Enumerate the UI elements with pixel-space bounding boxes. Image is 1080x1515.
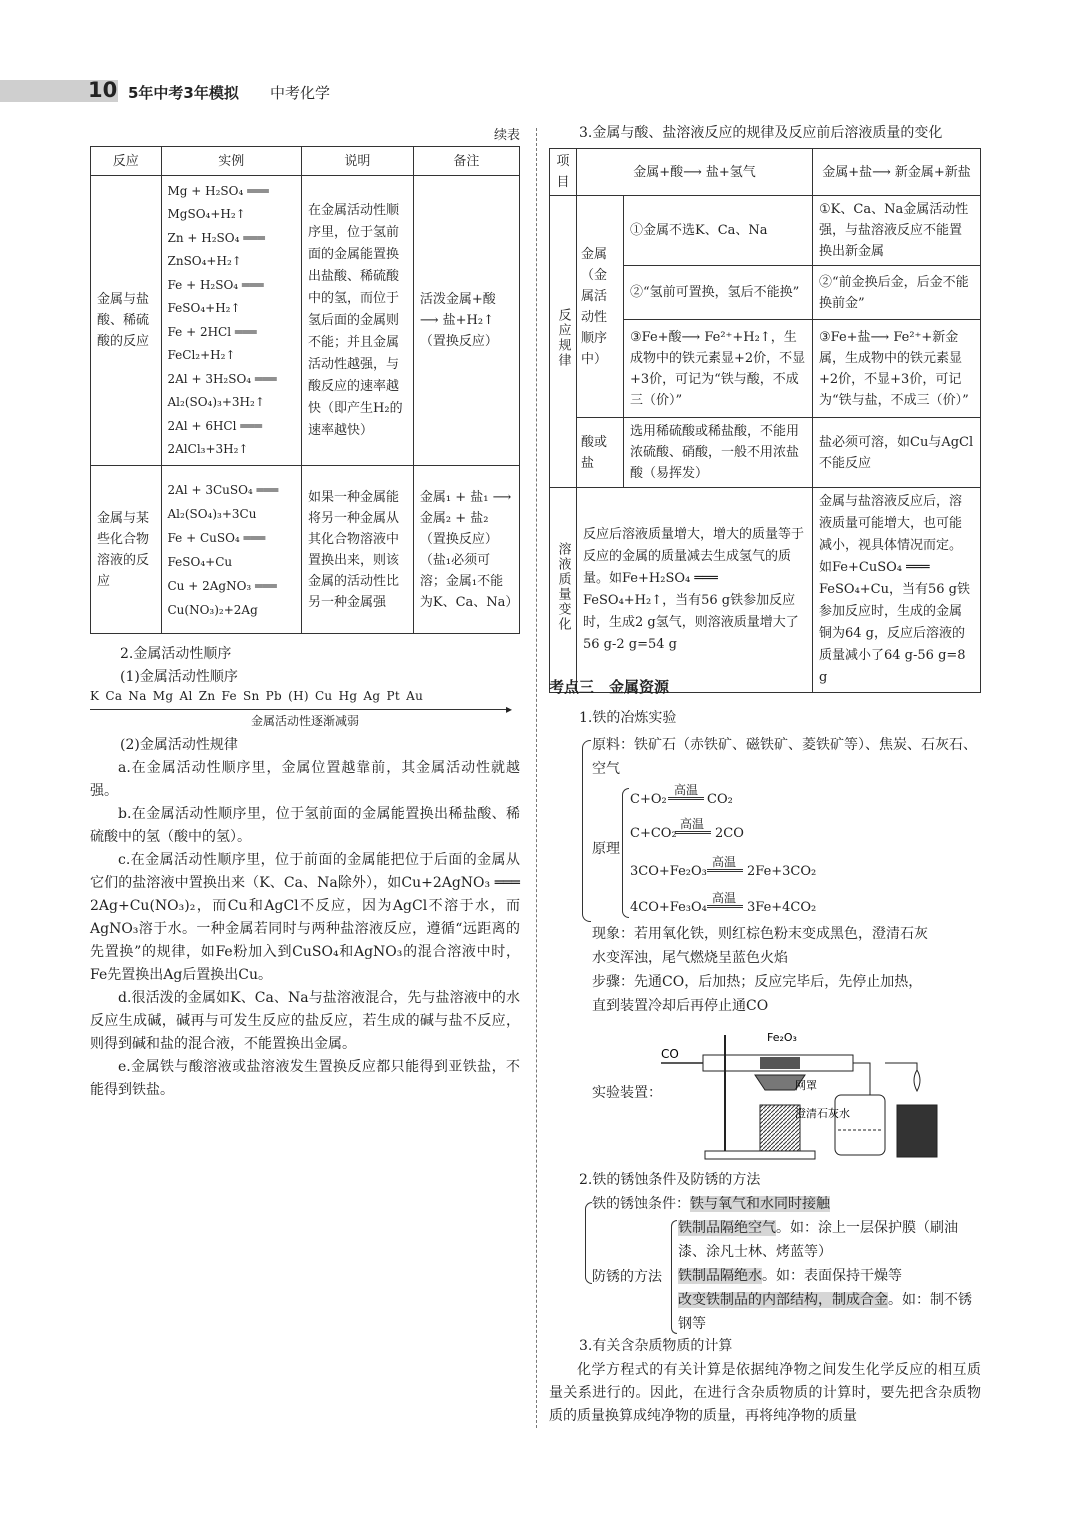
step-label: 步骤： bbox=[592, 974, 634, 990]
prevent-label: 防锈的方法 bbox=[592, 1269, 662, 1285]
fe2o3-label: Fe₂O₃ bbox=[767, 1031, 797, 1044]
prevent-3-rest: 。如：制不锈钢等 bbox=[678, 1292, 972, 1332]
equation-line: FeSO₄+Cu bbox=[167, 554, 233, 569]
equation-line: Cu(NO₃)₂+2Ag bbox=[167, 602, 258, 617]
as-acid: 选用稀硫酸或稀盐酸，不能用浓硫酸、硝酸，一般不用浓盐酸（易挥发） bbox=[624, 418, 813, 488]
prevent-list bbox=[678, 1216, 978, 1336]
rule-a: a.在金属活动性顺序里，金属位置越靠前，其金属活动性就越强。 bbox=[90, 760, 520, 799]
burner bbox=[897, 1105, 937, 1157]
rust-cond-label: 铁的锈蚀条件： bbox=[592, 1196, 690, 1212]
rules-block bbox=[90, 757, 520, 1102]
eq2-right: 2CO bbox=[715, 826, 744, 841]
eq2-cond: 高温 bbox=[680, 817, 705, 831]
acid-salt-label: 酸或盐 bbox=[577, 418, 624, 488]
m1-salt: ①K、Ca、Na金属活动性强，与盐溶液反应不能置换出新金属 bbox=[813, 196, 981, 266]
th-metal-acid: 金属+酸⟶ 盐+氢气 bbox=[577, 149, 813, 196]
apparatus-figure bbox=[655, 1025, 945, 1165]
row1-explain: 在金属活动性顺序里，位于氢前面的金属能置换出盐酸、稀硫酸中的氢，而位于氢后面的金属则不能；并且金属活动性越强，与酸反应的速率越快（即产生H₂的速率越快） bbox=[302, 176, 414, 466]
section3-title: 3.金属与酸、盐溶液反应的规律及反应前后溶液质量的变化 bbox=[579, 125, 943, 141]
rule-label: 反应规律 bbox=[555, 308, 571, 368]
section2-title: 2.金属活动性顺序 bbox=[120, 646, 232, 662]
equation-line: Zn + H₂SO₄ ═══ bbox=[167, 230, 265, 245]
rust-brace bbox=[585, 1202, 592, 1284]
rules-table bbox=[549, 148, 981, 693]
exhaust-tube bbox=[885, 1063, 917, 1085]
mass-label: 溶液质量变化 bbox=[555, 541, 571, 632]
raw-text: 铁矿石（赤铁矿、磁铁矿、菱铁矿等）、焦炭、石灰石、空气 bbox=[592, 737, 977, 777]
equation-line: MgSO₄+H₂↑ bbox=[167, 207, 246, 221]
principle-brace bbox=[622, 788, 629, 918]
arrow-head-icon: ▸ bbox=[506, 702, 513, 716]
smelting-brace bbox=[582, 740, 591, 922]
principle-label: 原理 bbox=[592, 841, 620, 857]
rust-title: 2.铁的锈蚀条件及防锈的方法 bbox=[579, 1172, 761, 1188]
row1-examples bbox=[161, 176, 302, 466]
th-example: 实例 bbox=[161, 147, 302, 176]
equation-line: 2Al + 6HCl ═══ bbox=[167, 418, 262, 433]
raw-material-line bbox=[592, 733, 977, 781]
prevent-3 bbox=[678, 1288, 978, 1336]
equation-line: 2Al + 3H₂SO₄ ═══ bbox=[167, 371, 277, 386]
mass-acid: 反应后溶液质量增大，增大的质量等于反应的金属的质量减去生成氢气的质量。如Fe+H₂SO₄ ═══ FeSO₄+H₂↑，当有56 g铁参加反应时，生成2 g氢气，则溶液质量增大了56 g-2 g=54 g bbox=[577, 488, 813, 693]
series-caption: 金属活动性逐渐减弱 bbox=[250, 714, 359, 728]
equation-line: Fe + CuSO₄ ═══ bbox=[167, 530, 266, 545]
delivery-tube bbox=[853, 1063, 870, 1095]
calc-title: 3.有关含杂质物质的计算 bbox=[579, 1338, 733, 1354]
phen-label: 现象： bbox=[592, 926, 634, 942]
equation-line: FeCl₂+H₂↑ bbox=[167, 348, 236, 362]
rust-cond-line bbox=[592, 1192, 830, 1216]
column-divider bbox=[536, 128, 537, 1428]
page-number: 10 bbox=[88, 78, 118, 102]
equation-line: Mg + H₂SO₄ ═══ bbox=[167, 183, 269, 198]
row2-explain: 如果一种金属能将另一种金属从其化合物溶液中置换出来，则该金属的活动性比另一种金属强 bbox=[302, 466, 414, 634]
limewater-label: 澄清石灰水 bbox=[795, 1107, 850, 1120]
row2-note: 金属₁ + 盐₁ ⟶ 金属₂ + 盐₂（置换反应）（盐₁必须可溶；金属₁不能为K、Ca、Na） bbox=[413, 466, 519, 634]
step-text: 先通CO，后加热；反应完毕后，先停止加热，直到装置冷却后再停止通CO bbox=[592, 974, 923, 1014]
prevent-3-key: 改变铁制品的内部结构，制成合金 bbox=[678, 1292, 888, 1308]
eq1-right: CO₂ bbox=[707, 792, 733, 807]
reaction-table bbox=[90, 146, 520, 634]
equation-line: Fe + 2HCl ═══ bbox=[167, 324, 257, 339]
row1-reaction: 金属与盐酸、稀硫酸的反应 bbox=[91, 176, 162, 466]
calc-text: 化学方程式的有关计算是依据纯净物之间发生化学反应的相互质量关系进行的。因此，在进行含杂质物质的计算时，要先把含杂质物质的质量换算成纯净物的质量，再将纯净物的质量 bbox=[549, 1362, 981, 1424]
eq1-left: C+O₂ bbox=[630, 792, 667, 807]
th-note: 备注 bbox=[413, 147, 519, 176]
activity-series: K Ca Na Mg Al Zn Fe Sn Pb (H) Cu Hg Ag Pt Au bbox=[90, 689, 424, 703]
m1-acid: ①金属不选K、Ca、Na bbox=[624, 196, 813, 266]
mass-salt: 金属与盐溶液反应后，溶液质量可能增大，也可能减小，视具体情况而定。如Fe+CuSO₄ ═══ FeSO₄+Cu，当有56 g铁参加反应时，生成的金属铜为64 g，反应后溶液的质量减小了64 g-56 g=8 g bbox=[813, 488, 981, 693]
eq1-equals bbox=[668, 797, 704, 800]
rule-c: c.在金属活动性顺序里，位于前面的金属能把位于后面的金属从它们的盐溶液中置换出来（K、Ca、Na除外），如Cu+2AgNO₃ ═══ 2Ag+Cu(NO₃)₂，而Cu和AgCl不反应，因为AgCl不溶于水，而AgNO₃溶于水。一种金属若同时与两种盐溶液反应，遵循“远距离的先置换”的规律，如Fe粉加入到CuSO₄和AgNO₃的混合溶液中时，Fe先置换出Ag后置换出Cu。 bbox=[90, 852, 520, 983]
limewater-bottle bbox=[835, 1095, 885, 1155]
m3-salt: ③Fe+盐⟶ Fe²⁺+新金属，生成物中的铁元素显+2价，不显+3价，可记为“铁与盐，不成三（价）” bbox=[813, 320, 981, 418]
fe2o3-sample bbox=[760, 1057, 800, 1069]
section2-sub2: (2)金属活动性规律 bbox=[120, 737, 238, 753]
iron-smelting-title: 1.铁的冶炼实验 bbox=[579, 710, 677, 726]
equation-line: FeSO₄+H₂↑ bbox=[167, 301, 241, 315]
th-item: 项目 bbox=[550, 149, 577, 196]
th-metal-salt: 金属+盐⟶ 新金属+新盐 bbox=[813, 149, 981, 196]
book-title: 5年中考3年模拟 bbox=[128, 84, 239, 102]
eq3-right: 2Fe+3CO₂ bbox=[747, 864, 817, 879]
section2-sub1: (1)金属活动性顺序 bbox=[120, 669, 238, 685]
equation-line: 2Al + 3CuSO₄ ═══ bbox=[167, 482, 279, 497]
eq3-left: 3CO+Fe₂O₃ bbox=[630, 864, 707, 879]
equation-line: Al₂(SO₄)₃+3H₂↑ bbox=[167, 395, 265, 409]
rule-d: d.很活泼的金属如K、Ca、Na与盐溶液混合，先与盐溶液中的水反应生成碱，碱再与可发生反应的盐反应，若生成的碱与盐不反应，则得到碱和盐的混合液，不能置换出金属。 bbox=[90, 990, 520, 1052]
metal-order-label: 金属（金属活动性顺序中） bbox=[577, 196, 624, 418]
row2-examples bbox=[161, 466, 302, 634]
section-k3-title: 考点三 金属资源 bbox=[549, 678, 670, 696]
eq4-cond: 高温 bbox=[712, 891, 737, 905]
prevent-1-rest: 。如：涂上一层保护膜（刷油漆、涂凡士林、烤蓝等） bbox=[678, 1220, 958, 1260]
eq4-equals bbox=[707, 905, 743, 908]
prevent-2-key: 铁制品隔绝水 bbox=[678, 1268, 762, 1284]
row1-note: 活泼金属+酸 ⟶ 盐+H₂↑（置换反应） bbox=[413, 176, 519, 466]
th-reaction: 反应 bbox=[91, 147, 162, 176]
rule-e: e.金属铁与酸溶液或盐溶液发生置换反应都只能得到亚铁盐，不能得到铁盐。 bbox=[90, 1059, 520, 1098]
m2-salt: ②“前金换后金，后金不能换前金” bbox=[813, 266, 981, 320]
subject-title: 中考化学 bbox=[270, 84, 331, 102]
series-arrow-line bbox=[90, 709, 510, 710]
stand-base bbox=[705, 1151, 815, 1159]
rule-b: b.在金属活动性顺序里，位于氢前面的金属能置换出稀盐酸、稀硫酸中的氢（酸中的氢）。 bbox=[90, 806, 520, 845]
rule-label-cell bbox=[550, 196, 577, 488]
equation-line: Al₂(SO₄)₃+3Cu bbox=[167, 506, 257, 521]
eq2-equals bbox=[675, 831, 711, 834]
eq4-right: 3Fe+4CO₂ bbox=[747, 900, 817, 915]
row2-reaction: 金属与某些化合物溶液的反应 bbox=[91, 466, 162, 634]
rust-cond: 铁与氧气和水同时接触 bbox=[690, 1196, 830, 1212]
alcohol-lamp bbox=[760, 1105, 800, 1151]
eq4-left: 4CO+Fe₃O₄ bbox=[630, 900, 707, 915]
flame-icon bbox=[914, 1070, 920, 1091]
equation-line: Cu + 2AgNO₃ ═══ bbox=[167, 578, 277, 593]
raw-label: 原料： bbox=[592, 737, 634, 753]
prevent-2-rest: 。如：表面保持干燥等 bbox=[762, 1268, 902, 1284]
apparatus-label: 实验装置： bbox=[592, 1085, 662, 1101]
prevent-2 bbox=[678, 1264, 978, 1288]
net-label: 网罩 bbox=[795, 1079, 817, 1092]
prevent-brace bbox=[671, 1220, 677, 1334]
mass-label-cell bbox=[550, 488, 577, 693]
equation-line: 2AlCl₃+3H₂↑ bbox=[167, 442, 249, 456]
prevent-1 bbox=[678, 1216, 978, 1264]
th-explain: 说明 bbox=[302, 147, 414, 176]
phenomenon-line bbox=[592, 922, 932, 970]
m2-acid: ②“氢前可置换，氢后不能换” bbox=[624, 266, 813, 320]
eq2-left: C+CO₂ bbox=[630, 826, 677, 841]
co-label: CO bbox=[661, 1047, 679, 1061]
continued-label: 续表 bbox=[493, 128, 520, 143]
m3-acid: ③Fe+酸⟶ Fe²⁺+H₂↑，生成物中的铁元素显+2价，不显+3价，可记为“铁与酸，不成三（价）” bbox=[624, 320, 813, 418]
equation-line: ZnSO₄+H₂↑ bbox=[167, 254, 242, 268]
equation-line: Fe + H₂SO₄ ═══ bbox=[167, 277, 264, 292]
step-line bbox=[592, 970, 927, 1018]
phen-text: 若用氧化铁，则红棕色粉末变成黑色，澄清石灰水变浑浊，尾气燃烧呈蓝色火焰 bbox=[592, 926, 928, 966]
eq3-equals bbox=[707, 869, 743, 872]
as-salt: 盐必须可溶，如Cu与AgCl不能反应 bbox=[813, 418, 981, 488]
eq3-cond: 高温 bbox=[712, 855, 737, 869]
eq1-cond: 高温 bbox=[674, 783, 699, 797]
prevent-1-key: 铁制品隔绝空气 bbox=[678, 1220, 776, 1236]
